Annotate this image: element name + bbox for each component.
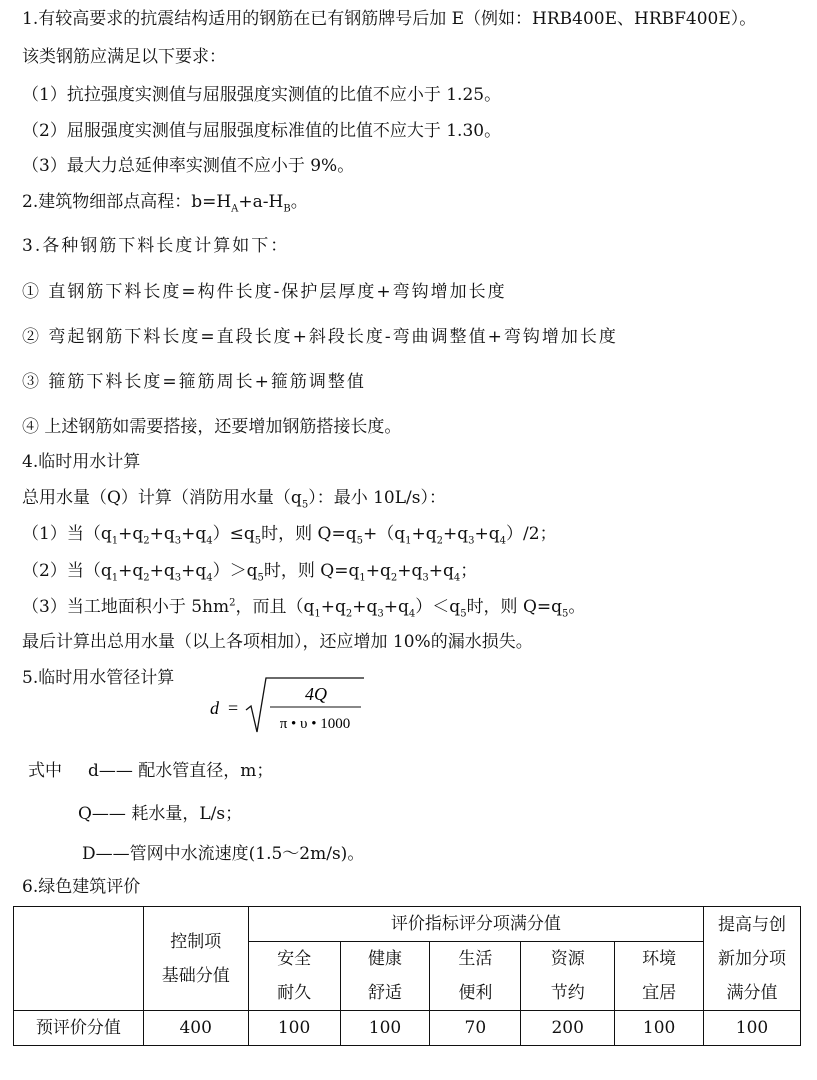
- req-line-2: 该类钢筋应满足以下要求：: [22, 47, 226, 67]
- green-building-table: [13, 906, 801, 1046]
- value-cell: 200: [521, 1011, 615, 1046]
- rebar-item-1: ① 直钢筋下料长度=构件长度-保护层厚度+弯钩增加长度: [22, 282, 507, 302]
- value-cell: 100: [248, 1011, 340, 1046]
- group-header-cell: 评价指标评分项满分值: [248, 907, 703, 942]
- subheader-health: 健康 舒适: [340, 942, 430, 1011]
- value-cell: 100: [704, 1011, 801, 1046]
- elevation-formula: 2.建筑物细部点高程：$b=H_A+a-H_B$。: [22, 192, 308, 215]
- value-cell: 100: [615, 1011, 704, 1046]
- def-q: Q—— 耗水量，L/s；: [78, 804, 243, 824]
- req-item-3: （3）最大力总延伸率实测值不应小于 9%。: [22, 156, 355, 176]
- rebar-title: 3.各种钢筋下料长度计算如下：: [22, 236, 290, 256]
- rebar-item-2: ② 弯起钢筋下料长度=直段长度+斜段长度-弯曲调整值+弯钩增加长度: [22, 327, 618, 347]
- subheader-safety: 安全 耐久: [248, 942, 340, 1011]
- req-line-1: 1.有较高要求的抗震结构适用的钢筋在已有钢筋牌号后加 E（例如：HRB400E、HRBF400E）。: [22, 9, 757, 29]
- water-title: 4.临时用水计算: [22, 452, 141, 472]
- row-label-cell: 预评价分值: [14, 1011, 144, 1046]
- bonus-header-cell: 提高与创 新加分项 满分值: [704, 907, 801, 1011]
- value-cell: 70: [430, 1011, 521, 1046]
- subheader-life: 生活 便利: [430, 942, 521, 1011]
- total-water-line: 总用水量（Q）计算（消防用水量$(q_5)$：最小 10L/s）：: [22, 488, 446, 511]
- blank-header-cell: [14, 907, 144, 1011]
- table-header-row: [14, 907, 801, 942]
- pipe-title: 5.临时用水管径计算: [22, 668, 175, 688]
- value-cell: 100: [340, 1011, 430, 1046]
- table-row: [14, 1011, 801, 1046]
- rebar-item-3: ③ 箍筋下料长度=箍筋周长+箍筋调整值: [22, 372, 366, 392]
- formula-denominator: π • υ • 1000: [279, 716, 351, 732]
- control-header-cell: 控制项 基础分值: [143, 907, 248, 1011]
- water-case-2: （2）当$(q_1+q_2+q_3+q_4)>q_5$时，则 $Q=q_1+q_2+q_3+q_4$；: [22, 561, 478, 584]
- rebar-item-4: ④ 上述钢筋如需要搭接，还要增加钢筋搭接长度。: [22, 417, 402, 437]
- subheader-environment: 环境 宜居: [615, 942, 704, 1011]
- def-d: d—— 配水管直径，m；: [88, 761, 274, 781]
- subheader-resource: 资源 节约: [521, 942, 615, 1011]
- where-label: 式中: [28, 761, 62, 781]
- water-case-3: （3）当工地面积小于 $5hm^2$，而且$(q_1+q_2+q_3+q_4)<q_5$时，则 $Q=q_5$。: [22, 597, 586, 620]
- formula-lhs: d: [210, 698, 219, 718]
- req-item-1: （1）抗拉强度实测值与屈服强度实测值的比值不应小于 1.25。: [22, 85, 502, 105]
- req-item-2: （2）屈服强度实测值与屈服强度标准值的比值不应大于 1.30。: [22, 121, 502, 141]
- formula-numerator: 4Q: [305, 684, 327, 704]
- pipe-diameter-formula: [208, 676, 378, 736]
- green-title: 6.绿色建筑评价: [22, 877, 141, 897]
- def-v: D——管网中水流速度(1.5～2m/s)。: [82, 844, 365, 864]
- formula-eq: =: [228, 698, 239, 718]
- value-cell: 400: [143, 1011, 248, 1046]
- water-final: 最后计算出总用水量（以上各项相加），还应增加 10%的漏水损失。: [22, 632, 533, 652]
- water-case-1: （1）当$(q_1+q_2+q_3+q_4)\le q_5$时，则 $Q=q_5+(q_1+q_2+q_3+q_4)/2$；: [22, 524, 557, 547]
